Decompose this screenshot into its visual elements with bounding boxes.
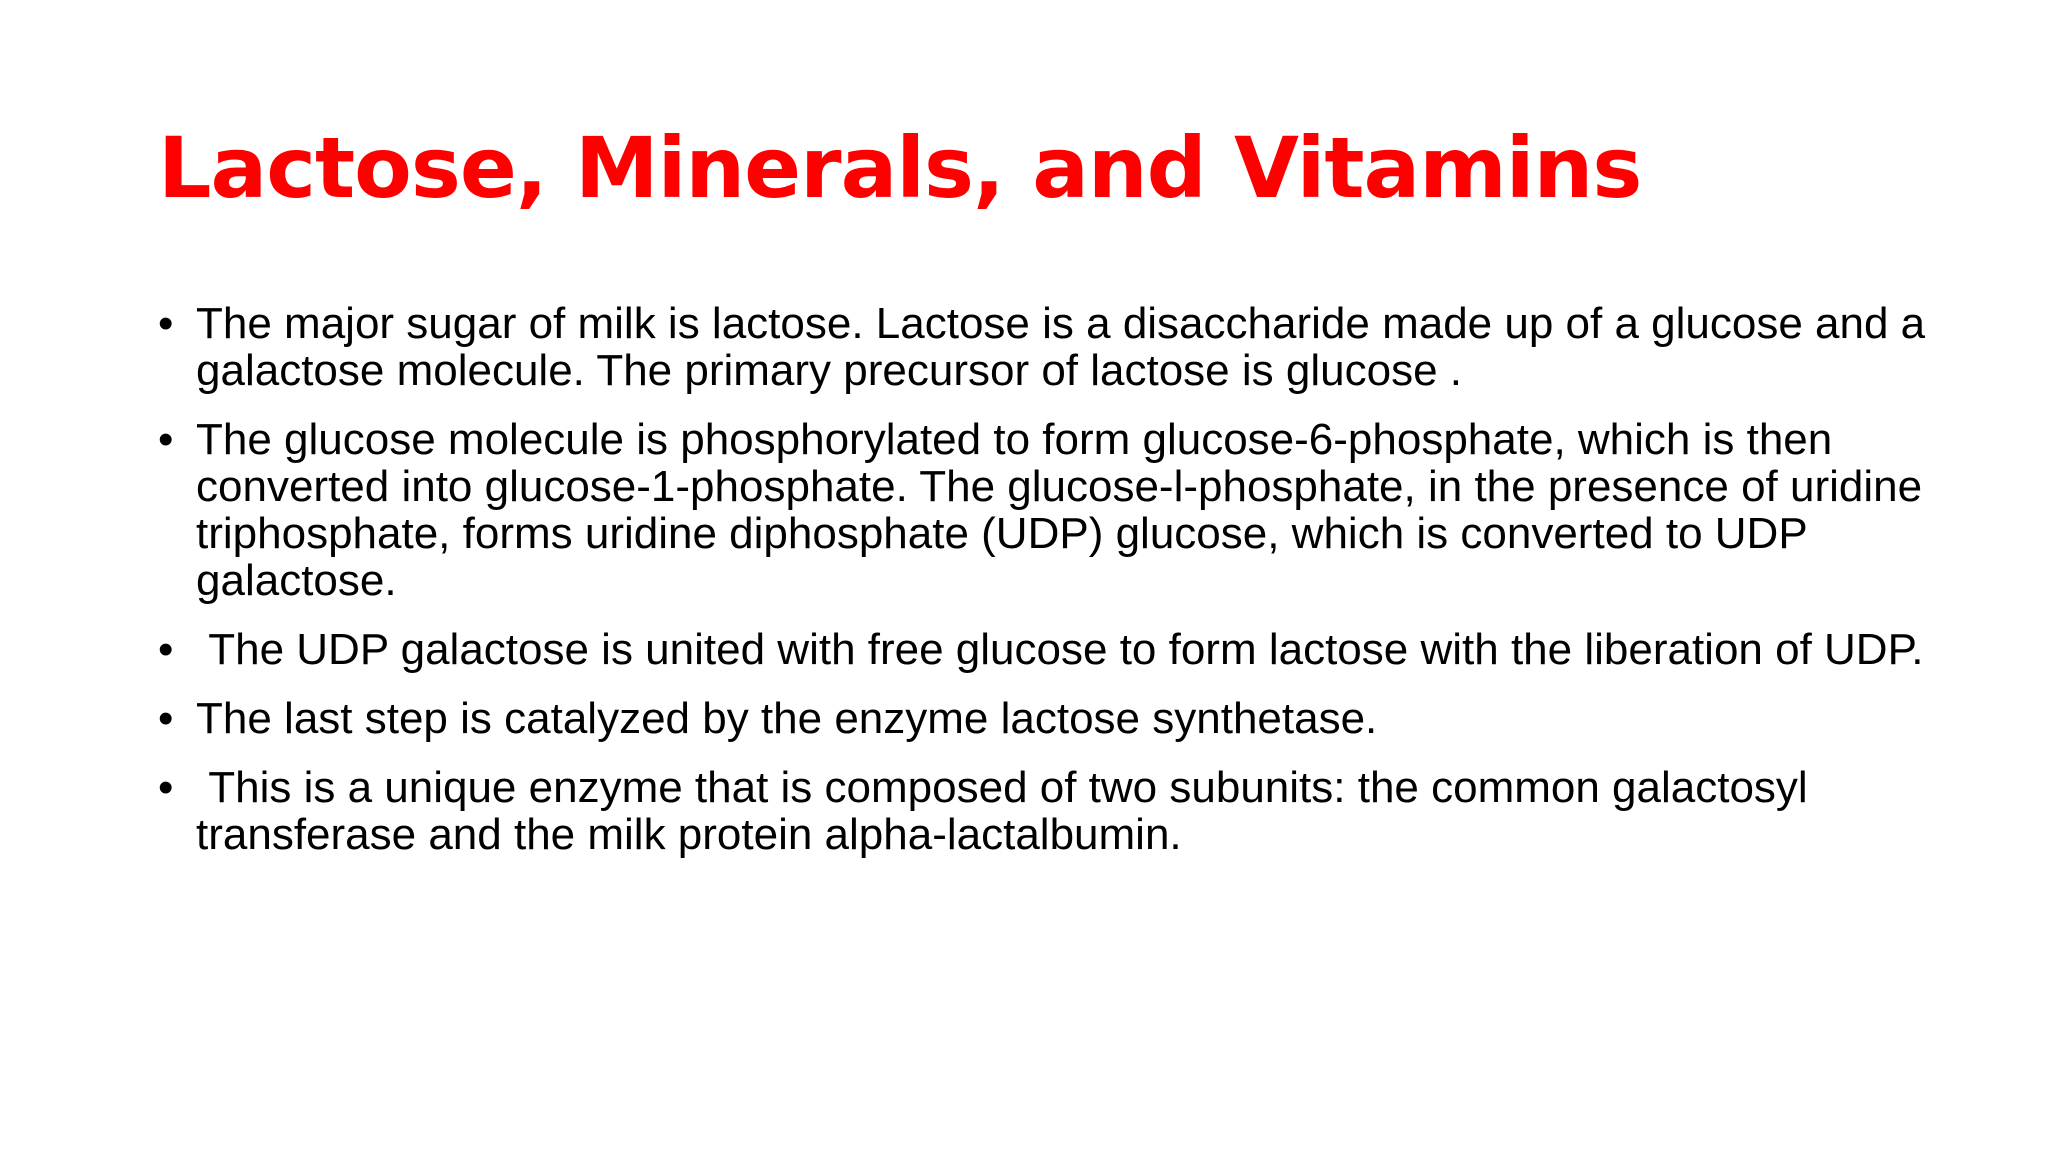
bullet-item <box>158 416 1958 604</box>
bullet-item <box>158 300 1958 394</box>
bullet-icon: • <box>158 299 174 348</box>
bullet-text: This is a unique enzyme that is composed of two subunits: the common galactosyl transferase and the milk protein alpha-lactalbumin. <box>196 763 1820 859</box>
bullet-item <box>158 764 1958 858</box>
bullet-list <box>158 300 1958 880</box>
bullet-icon: • <box>158 415 174 464</box>
bullet-item <box>158 626 1958 673</box>
bullet-text: The glucose molecule is phosphorylated to form glucose-6-phosphate, which is then converted into glucose-1-phosphate. The glucose-l-phosphate, in the presence of uridine triphosphate, forms uridine diphosphate (UDP) glucose, which is converted to UDP galactose. <box>196 415 1923 605</box>
bullet-text: The UDP galactose is united with free glucose to form lactose with the liberation of UDP. <box>196 625 1924 674</box>
bullet-text: The major sugar of milk is lactose. Lactose is a disaccharide made up of a glucose and a galactose molecule. The primary precursor of lactose is glucose . <box>196 299 1926 395</box>
bullet-icon: • <box>158 625 174 674</box>
bullet-icon: • <box>158 763 174 812</box>
bullet-item <box>158 695 1958 742</box>
bullet-icon: • <box>158 694 174 743</box>
slide-title: Lactose, Minerals, and Vitamins <box>158 119 1642 217</box>
bullet-text: The last step is catalyzed by the enzyme lactose synthetase. <box>196 694 1378 743</box>
